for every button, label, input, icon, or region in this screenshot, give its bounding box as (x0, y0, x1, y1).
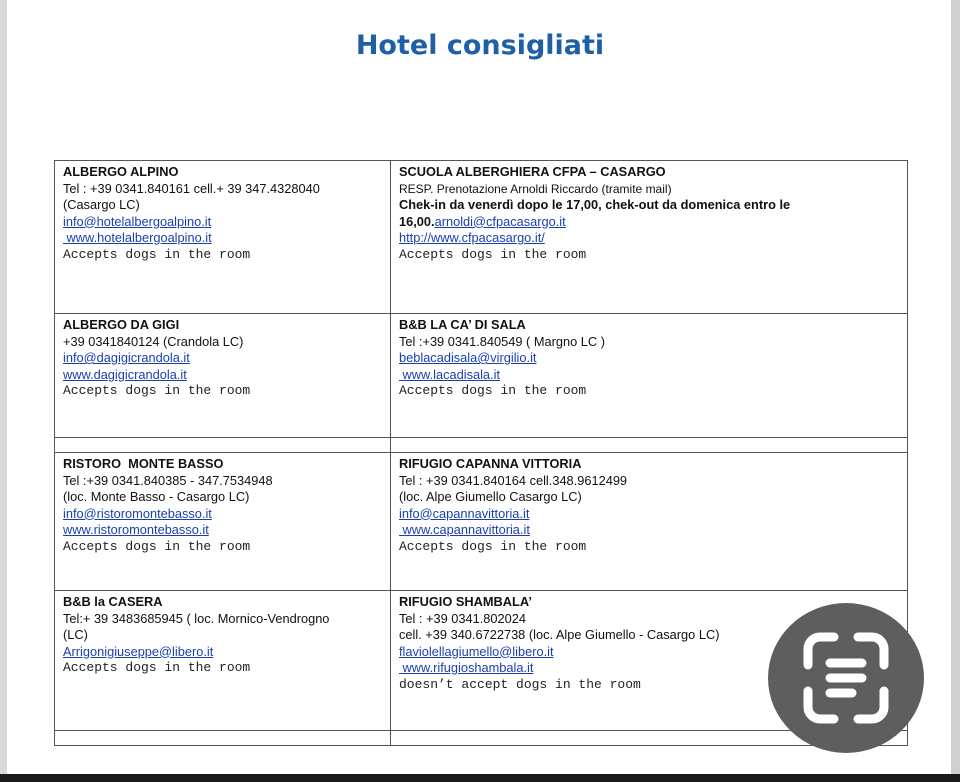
page-edge-left (0, 0, 7, 782)
hotel-email-link[interactable]: info@capannavittoria.it (399, 505, 530, 521)
hotel-email-link[interactable]: beblacadisala@virgilio.it (399, 350, 537, 365)
dog-policy: Accepts dogs in the room (399, 538, 587, 554)
hotel-website-link[interactable]: www.dagigicrandola.it (63, 366, 187, 382)
hotel-website-link[interactable]: www.ristoromontebasso.it (63, 522, 209, 537)
hotel-website-link[interactable]: www.hotelalbergoalpino.it (63, 230, 212, 245)
hotel-email-link[interactable]: info@dagigicrandola.it (63, 350, 190, 365)
dog-policy: doesn’t accept dogs in the room (399, 676, 641, 692)
hotel-contact-2: cell. +39 340.6722738 (loc. Alpe Giumello - Casargo LC) (399, 627, 720, 642)
hotel-website-link[interactable]: www.lacadisala.it (399, 366, 500, 382)
hotel-website-link[interactable]: http://www.cfpacasargo.it/ (399, 230, 545, 245)
page-title: Hotel consigliati (355, 30, 605, 61)
hotel-location: (loc. Alpe Giumello Casargo LC) (399, 489, 582, 504)
hotel-contact: Tel :+39 0341.840549 ( Margno LC ) (399, 333, 605, 349)
page-edge-right (951, 0, 960, 782)
bottom-bar (0, 774, 960, 782)
hotel-name: RISTORO MONTE BASSO (63, 456, 224, 471)
checkin-note: Chek-in da venerdì dopo le 17,00, chek-out da domenica entro le 16,00. (399, 197, 791, 229)
hotel-name: B&B la CASERA (63, 594, 163, 609)
table-row (55, 161, 908, 314)
text-scan-button[interactable] (768, 603, 924, 753)
hotel-cell (55, 314, 391, 438)
hotel-contact: Tel : +39 0341.840164 cell.348.9612499 (399, 472, 628, 488)
hotel-name: ALBERGO ALPINO (63, 164, 179, 179)
hotel-email-link[interactable]: Arrigonigiuseppe@libero.it (63, 643, 214, 659)
dog-policy: Accepts dogs in the room (399, 383, 587, 398)
hotel-contact: +39 0341840124 (Crandola LC) (63, 333, 244, 349)
hotel-location: (loc. Monte Basso - Casargo LC) (63, 489, 250, 504)
hotel-name: B&B LA CA’ DI SALA (399, 317, 526, 332)
hotel-contact: Tel:+ 39 3483685945 ( loc. Mornico-Vendrogno (63, 610, 330, 626)
dog-policy: Accepts dogs in the room (63, 660, 251, 675)
text-scan-icon (768, 603, 924, 753)
hotel-location: (Casargo LC) (63, 197, 140, 212)
hotel-email-link[interactable]: info@hotelalbergoalpino.it (63, 213, 212, 229)
hotel-email-link[interactable]: info@ristoromontebasso.it (63, 505, 212, 521)
table-row (55, 453, 908, 591)
hotel-cell (55, 591, 391, 731)
hotel-cell (55, 453, 391, 591)
hotel-cell (55, 161, 391, 314)
hotel-cell (391, 314, 908, 438)
hotel-name: RIFUGIO CAPANNA VITTORIA (399, 456, 582, 471)
hotel-email-link[interactable]: arnoldi@cfpacasargo.it (434, 213, 566, 229)
hotel-cell (391, 161, 908, 314)
hotel-cell (391, 453, 908, 591)
dog-policy: Accepts dogs in the room (399, 246, 587, 262)
hotel-name: ALBERGO DA GIGI (63, 317, 180, 332)
table-spacer-row (55, 438, 908, 453)
table-row (55, 314, 908, 438)
hotel-contact: RESP. Prenotazione Arnoldi Riccardo (tramite mail) (399, 181, 672, 196)
hotel-contact: Tel : +39 0341.802024 (399, 610, 527, 626)
hotel-location: (LC) (63, 627, 88, 642)
hotel-email-link[interactable]: flaviolellagiumello@libero.it (399, 643, 554, 659)
dog-policy: Accepts dogs in the room (63, 383, 251, 398)
dog-policy: Accepts dogs in the room (63, 246, 251, 262)
hotel-website-link[interactable]: www.capannavittoria.it (399, 522, 530, 537)
hotel-contact: Tel : +39 0341.840161 cell.+ 39 347.4328040 (63, 180, 320, 196)
hotel-contact: Tel :+39 0341.840385 - 347.7534948 (63, 472, 273, 488)
hotel-name: RIFUGIO SHAMBALA’ (399, 594, 532, 609)
dog-policy: Accepts dogs in the room (63, 538, 251, 554)
hotel-name: SCUOLA ALBERGHIERA CFPA – CASARGO (399, 164, 666, 179)
hotel-website-link[interactable]: www.rifugioshambala.it (399, 660, 534, 675)
